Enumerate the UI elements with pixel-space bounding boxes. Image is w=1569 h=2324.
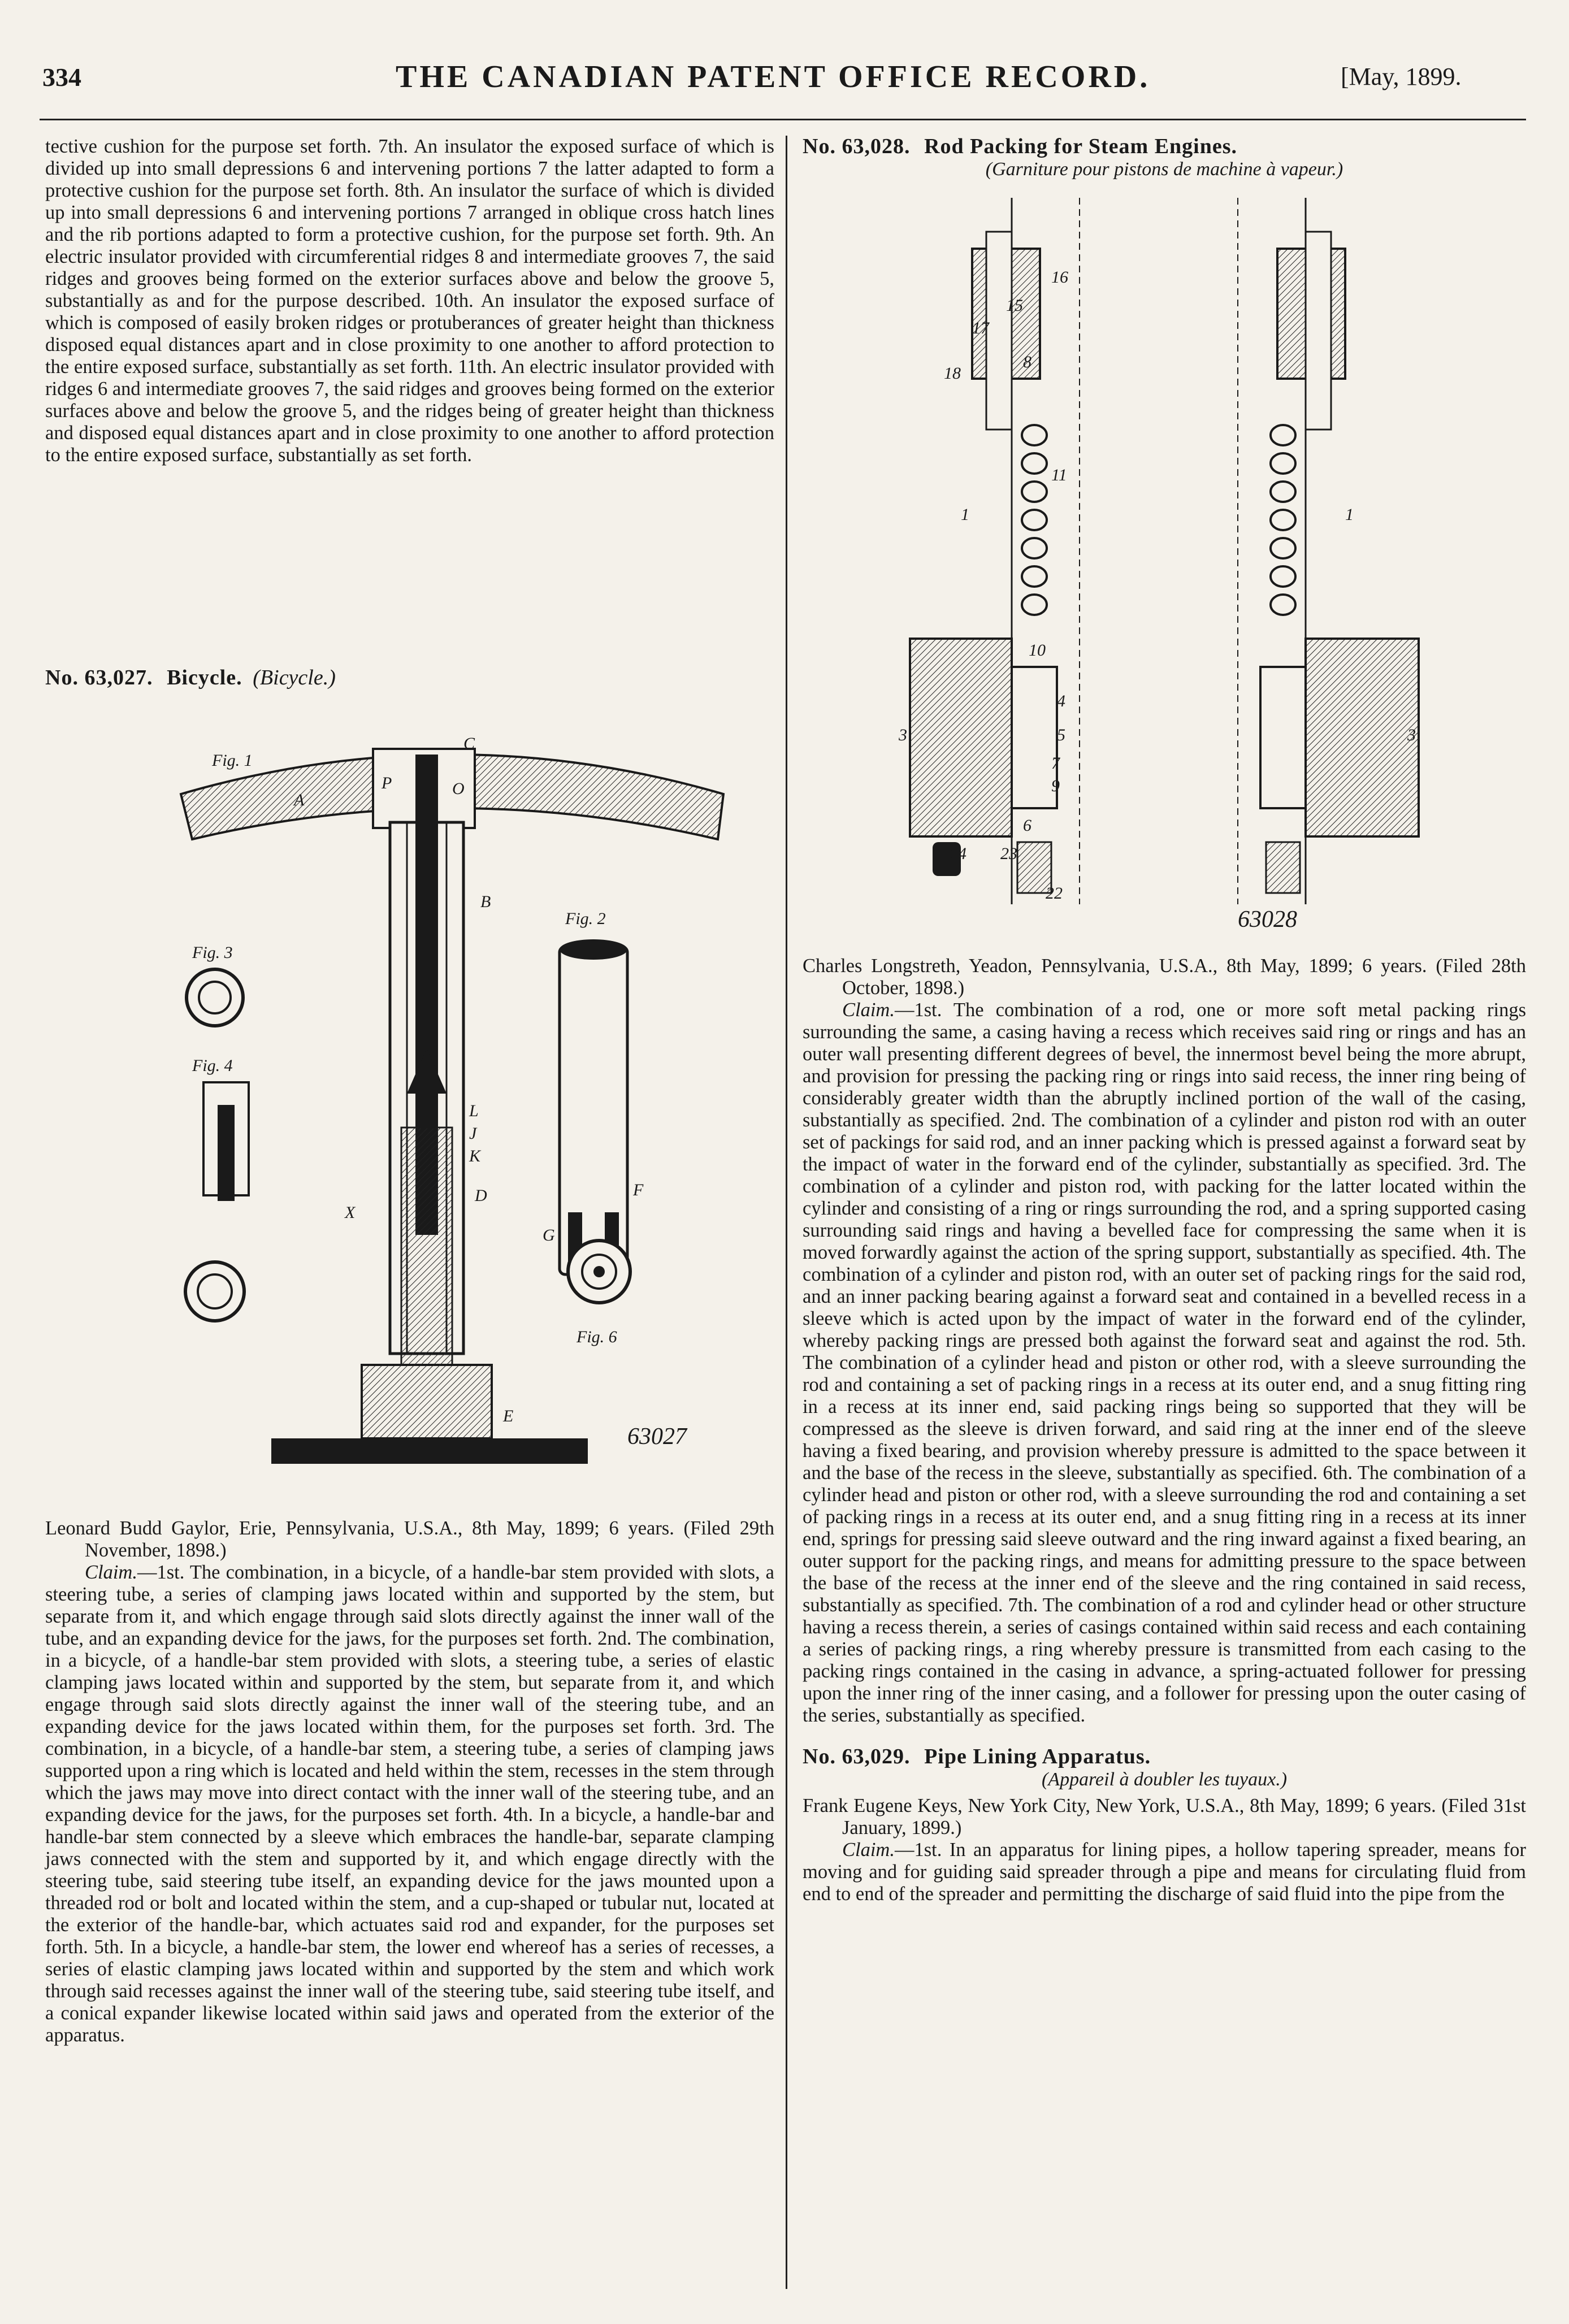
fig-label: K [469,1147,481,1165]
fig-label: 10 [1029,641,1046,660]
fig-label: 22 [1046,884,1063,903]
fig-label: L [469,1102,479,1120]
right-cylinder-head [1306,639,1419,836]
inventor-line: Charles Longstreth, Yeadon, Pennsylvania, U.S.A., 8th May, 1899; 6 years. (Filed 28th October, 1898.) [803,955,1526,999]
fig-label: O [452,779,465,798]
fig-label: 11 [1051,466,1067,484]
fig-label: 16 [1051,268,1068,287]
continuation-text: tective cushion for the purpose set forth. 7th. An insulator the exposed surface of which is divided up into small depressions 6 and intervening portions 7 the latter adapted to form a protective cushion for the purpose set forth. 8th. An insulator the surface of which is divided up into small depressions 6 and intervening portions 7 arranged in oblique cross hatch lines and the rib portions adapted to form a protective cushion, for the purpose set forth. 9th. An electric insulator provided with circumferential ridges 8 and intermediate grooves 7, the said ridges and grooves being formed on the exterior surfaces above and below the groove 5, substantially as and for the purpose described. 10th. An insulator the exposed surface of which is composed of easily broken ridges or protuberances of greater height than thickness disposed equal distances apart and in close proximity to one another to afford protection to the entire exposed surface, substantially as set forth. 11th. An electric insulator provided with ridges 6 and intermediate grooves 7, the said ridges and grooves being formed on the exterior surfaces above and below the groove 5, and the ridges being of greater height than thickness and disposed equal distances apart and in close proximity to one another to afford protection to the entire exposed surface, substantially as set forth. [45,136,774,466]
patent-title: Rod Packing for Steam Engines. [924,135,1238,158]
patent-title: Bicycle. [167,666,242,690]
fig-label: G [543,1226,555,1245]
figure-number: 63028 [1238,907,1297,933]
fig-label: 15 [1006,296,1023,315]
left-cylinder-head [910,639,1012,836]
rod-packing-drawing-svg [899,198,1419,933]
claim-text: —1st. In an apparatus for lining pipes, a hollow tapering spreader, means for moving and for guiding said spreader through a pipe and means for circulating fluid from end to end of the spreader and permitting the discharge of said fluid into the pipe from the [803,1839,1526,1905]
fig-label: Fig. 6 [577,1328,617,1346]
patent-title-fr: (Garniture pour pistons de machine à vapeur.) [985,159,1343,180]
claim-paragraph [803,999,1526,1727]
fig-label: E [503,1407,514,1425]
bicycle-patent-drawing [158,732,763,1501]
patent-63028-heading [803,136,1526,180]
collar [362,1365,492,1438]
patent-63028-body [803,955,1526,1905]
fig-label: 4 [1057,692,1065,710]
claim-label: Claim. [85,1562,137,1583]
inventor-line: Frank Eugene Keys, New York City, New York, U.S.A., 8th May, 1899; 6 years. (Filed 31st January, 1899.) [803,1795,1526,1839]
right-spring [1271,425,1295,615]
claim-label: Claim. [842,999,895,1021]
base-plate [271,1438,588,1464]
fig-label: P [382,774,392,792]
left-spring [1022,425,1047,615]
claim-paragraph [45,1562,774,2046]
fig-label: 8 [1023,353,1031,371]
right-sleeve [1260,667,1306,808]
inventor-line: Leonard Budd Gaylor, Erie, Pennsylvania, U.S.A., 8th May, 1899; 6 years. (Filed 29th November, 1898.) [45,1517,774,1561]
figure-number: 63027 [627,1424,687,1450]
fig-label: 3 [899,726,907,744]
fig-label: Fig. 4 [192,1056,233,1075]
fig-label: Fig. 3 [192,943,233,962]
fig-label: 5 [1057,726,1065,744]
fig-label: 1 [1345,505,1354,524]
left-sleeve [1012,667,1057,808]
fig-label: 7 [1051,754,1060,773]
claim-paragraph [803,1839,1526,1905]
fig-label: A [294,791,305,809]
fig-label: C [463,734,475,753]
fig-label: 24 [950,844,966,863]
patent-number: No. 63,029. [803,1745,911,1768]
bicycle-drawing-svg [158,732,763,1501]
patent-63029-heading [803,1746,1526,1768]
claim-text: —1st. The combination of a rod, one or more soft metal packing rings surrounding the same, a casing having a recess which receives said ring or rings and has an outer wall presenting different degrees of bevel, the innermost bevel being the more abrupt, and provision for pressing the packing ring or rings into said recess, the inner ring being of considerably greater width than the abruptly inclined portion of the wall of the casing, substantially as specified. 2nd. The combination of a cylinder and piston rod with an outer set of packings for said rod, and an inner packing which is pressed against a forward seat by the impact of water in the forward end of the cylinder, substantially as specified. 3rd. The combination of a cylinder and piston rod, with packing for the latter located within the cylinder and consisting of a ring or rings surrounding the rod, and a spring supported casing surrounding said rings and having a bevelled face for compressing the same when it is moved forwardly against the action of the spring support, substantially as specified. 4th. The combination of a cylinder and piston rod, with an outer set of packing rings for the said rod, and an inner packing bearing against a forward seat and contained in a bevelled recess in a sleeve which is acted upon by the impact of water in the forward end of the cylinder, whereby packing rings are pressed both against the forward seat and against the rod. 5th. The combination of a cylinder head and piston or other rod, with a sleeve surrounding the rod and containing a set of packing rings in a recess at its outer end, and a snug fitting ring in a recess at its inner end, said packing rings being so supported that they will be compressed as the sleeve is driven forward, and said ring at the inner end of the sleeve having a fixed bearing, and provision whereby pressure is admitted to the space between it and the base of the recess in the sleeve, substantially as specified. 6th. The combination of a cylinder head and piston or other rod, with a sleeve surrounding the rod and containing a set of packing rings in a recess at its outer end, and a snug fitting ring in a recess at its inner end, springs for pressing said sleeve outward and the ring inward against a fixed bearing, an outer support for the packing rings, and means for admitting pressure to the space between the base of the recess at the inner end of the sleeve and the ring contained in said recess, substantially as specified. 7th. The combination of a rod and cylinder head or other structure having a recess therein, a series of casings contained within said recess and each containing a series of packing rings, a ring whereby pressure is transmitted from each casing to the packing rings contained in the casing in advance, a spring-actuated follower for pressing upon the inner ring of the inner casing, and a follower for pressing upon the outer casing of the series, substantially as specified. [803,999,1526,1726]
steering-tube-section [401,1128,452,1365]
fig-label: D [475,1186,487,1205]
fig-label: B [480,892,491,911]
patent-title-fr: (Appareil à doubler les tuyaux.) [1041,1769,1288,1790]
fig-label: 1 [961,505,969,524]
page-number: 334 [42,63,81,92]
fig-label: 17 [972,319,989,337]
fig-label: Fig. 1 [212,751,253,770]
fig-label: 6 [1023,816,1031,835]
claim-text: —1st. The combination, in a bicycle, of a handle-bar stem provided with slots, a steering tube, a series of clamping jaws located within and supported by the stem, but separate from it, and which engage through said slots directly against the inner wall of the tube, and an expanding device for the jaws, for the purposes set forth. 2nd. The combination, in a bicycle, of a handle-bar stem provided with slots, a steering tube, a series of elastic clamping jaws located within and supported by the stem, but separate from it, and which engage through said slots directly against the inner wall of the steering tube, and an expanding device for the jaws located within them, for the purposes set forth. 3rd. The combination, in a bicycle, of a handle-bar stem, a steering tube, a series of clamping jaws supported upon a ring which is located and held within the stem, recesses in the stem through which the jaws may move into direct contact with the inner wall of the steering tube, and an expanding device for the jaws, for the purposes set forth. 4th. In a bicycle, a handle-bar and handle-bar stem connected by a sleeve which embraces the handle-bar, separate clamping jaws connected with the stem and supported by it, and which engage directly with the steering tube, said steering tube itself, an expanding device for the jaws mounted upon a threaded rod or bolt and located within the stem, and a cup-shaped or tubular nut, located at the exterior of the handle-bar, which actuates said rod and expander, for the purposes set forth. 5th. In a bicycle, a handle-bar stem, the lower end whereof has a series of recesses, a series of elastic clamping jaws located within and supported by the stem and which work through said recesses against the inner wall of the steering tube, said steering tube itself, and a conical expander likewise located within said jaws and operated from the exterior of the apparatus. [45,1562,774,2046]
left-continuation [45,136,774,466]
fig-label: 18 [944,364,961,383]
patent-63027-heading [45,667,774,690]
patent-number: No. 63,027. [45,666,153,690]
fig-label: Fig. 2 [565,909,606,928]
fig-label: 23 [1000,844,1017,863]
fig-label: J [469,1124,477,1143]
header-rule [40,119,1526,120]
rod-packing-patent-drawing [899,198,1419,933]
patent-63027-body [45,1517,774,2046]
claim-label: Claim. [842,1839,895,1861]
patent-number: No. 63,028. [803,135,911,158]
patent-title: Pipe Lining Apparatus. [924,1745,1151,1768]
issue-date: [May, 1899. [1341,63,1462,90]
patent-title-fr: (Bicycle.) [253,666,336,690]
fig-label: 3 [1407,726,1416,744]
fig-label: 9 [1051,777,1060,795]
journal-title: THE CANADIAN PATENT OFFICE RECORD. [396,59,1151,94]
fig-label: X [345,1203,356,1222]
fig-label: F [633,1181,644,1199]
column-rule [786,136,787,2289]
